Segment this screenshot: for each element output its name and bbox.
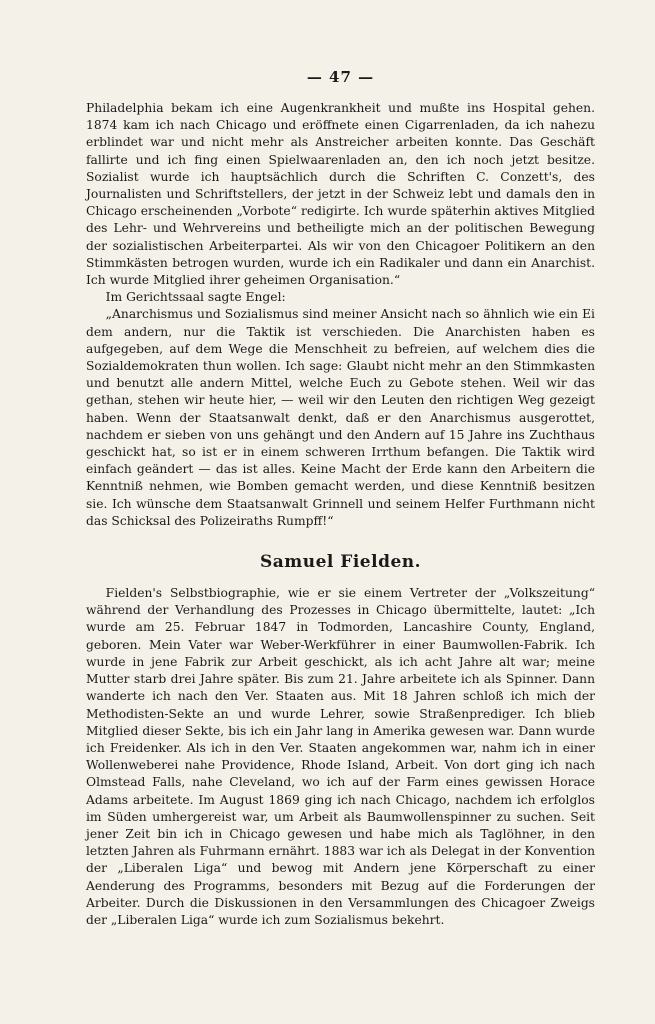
section-heading — [86, 552, 595, 573]
paragraph-courtroom-intro: Im Gerichtssaal sagte Engel: — [105, 290, 286, 305]
paragraph-engel-biography: Philadelphia bekam ich eine Augenkrankheit und mußte ins Hospital gehen. 1874 kam ich nach Chicago und eröffnete einen Cigarrenladen, da ich nahezu erblindet war und nicht mehr als Anstreicher arbeiten konnte. Das Geschäft fallirte und ich fing einen Spielwaarenladen an, den ich noch jetzt besitze. Sozialist wurde ich hauptsächlich durch die Schriften C. Conzett's, des Journalisten und Schriftstellers, der jetzt in der Schweiz lebt und damals den in Chicago erscheinenden „Vorbote“ redigirte. Ich wurde späterhin aktives Mitglied des Lehr- und Wehrvereins und betheiligte mich an der politischen Bewegung der sozialistischen Arbeiterpartei. Als wir von den Chicagoer Politikern an den Stimmkästen betrogen wurden, wurde ich ein Radikaler und dann ein Anarchist. Ich wurde Mitglied ihrer geheimen Organisation.“ — [86, 101, 595, 288]
page-number: — 47 — — [306, 68, 375, 86]
paragraph-fielden-biography: Fielden's Selbstbiographie, wie er sie einem Vertreter der „Volkszeitung“ während der Verhandlung des Prozesses in Chicago übermittelte, lautet: „Ich wurde am 25. Februar 1847 in Todmorden, Lancashire County, England, geboren. Mein Vater war Weber-Werkführer in einer Baumwollen-Fabrik. Ich wurde in jene Fabrik zur Arbeit geschickt, als ich acht Jahre alt war; meine Mutter starb drei Jahre später. Bis zum 21. Jahre arbeitete ich als Spinner. Dann wanderte ich nach den Ver. Staaten aus. Mit 18 Jahren schloß ich mich der Methodisten-Sekte an und wurde Lehrer, sowie Straßenprediger. Ich blieb Mitglied dieser Sekte, bis ich ein Jahr lang in Amerika gewesen war. Dann wurde ich Freidenker. Als ich in den Ver. Staaten angekommen war, nahm ich in einer Wollenweberei nahe Providence, Rhode Island, Arbeit. Von dort ging ich nach Olmstead Falls, nahe Cleveland, wo ich auf der Farm eines gewissen Horace Adams arbeitete. Im August 1869 ging ich nach Chicago, nachdem ich erfolglos im Süden umhergereist war, um Arbeit als Baumwollenspinner zu suchen. Seit jener Zeit bin ich in Chicago gewesen und habe mich als Taglöhner, in den letzten Jahren als Fuhrmann ernährt. 1883 war ich als Delegat in der Konvention der „Liberalen Liga“ und bewog mit Andern jene Körperschaft zu einer Aenderung des Programms, besonders mit Bezug auf die Forderungen der Arbeiter. Durch die Diskussionen in den Versammlungen des Chicagoer Zweigs der „Liberalen Liga“ wurde ich zum Sozialismus bekehrt. — [86, 586, 595, 927]
paragraph-engel-speech: „Anarchismus und Sozialismus sind meiner Ansicht nach so ähnlich wie ein Ei dem andern, nur die Taktik ist verschieden. Die Anarchisten haben es aufgegeben, auf dem Wege die Menschheit zu befreien, auf welchem dies die Sozialdemokraten thun wollen. Ich sage: Glaubt nicht mehr an den Stimmkasten und benutzt alle andern Mittel, welche Euch zu Gebote stehen. Weil wir das gethan, stehen wir heute hier, — weil wir den Leuten den richtigen Weg gezeigt haben. Wenn der Staatsanwalt denkt, daß er den Anarchismus ausgerottet, nachdem er sieben von uns gehängt und den Andern auf 15 Jahre ins Zuchthaus geschickt hat, so ist er in einem schweren Irrthum befangen. Die Taktik wird einfach geändert — das ist alles. Keine Macht der Erde kann den Arbeitern die Kenntniß nehmen, wie Bomben gemacht werden, und diese Kenntniß besitzen sie. Ich wünsche dem Staatsanwalt Grinnell und seinem Helfer Furthmann nicht das Schicksal des Polizeiraths Rumpff!“ — [86, 307, 595, 528]
section-heading-text: Samuel Fielden. — [259, 552, 422, 573]
